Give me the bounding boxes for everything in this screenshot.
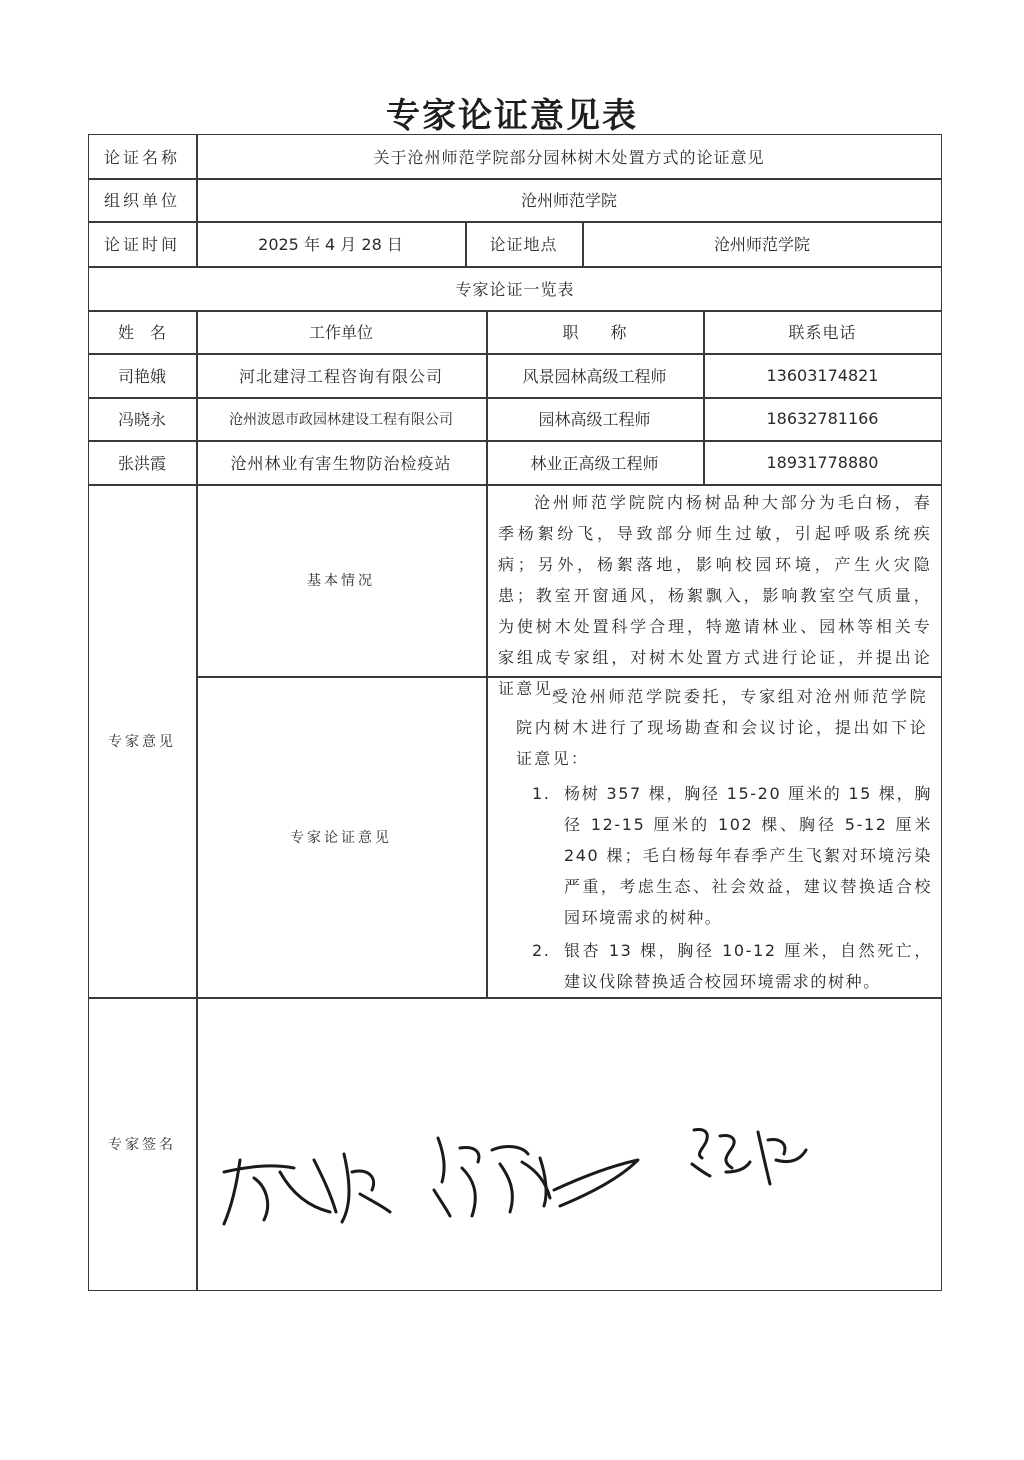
list-item-text: 银杏 13 棵，胸径 10-12 厘米，自然死亡，建议伐除替换适合校园环境需求的树种。	[564, 941, 932, 991]
signature-scribble	[434, 1138, 638, 1216]
expert-employer: 沧州波恩市政园林建设工程有限公司	[229, 411, 453, 428]
time-label: 论证时间	[103, 235, 180, 254]
expert-conclusion-label: 专家论证意见	[290, 829, 392, 846]
list-item	[532, 778, 932, 933]
expert-name: 冯晓永	[117, 410, 166, 429]
expert-employer: 沧州林业有害生物防治检疫站	[230, 453, 452, 473]
demo-name-label: 论证名称	[103, 147, 180, 167]
org-label: 组织单位	[103, 191, 180, 210]
table-rule	[88, 997, 942, 999]
page-title: 专家论证意见表	[386, 96, 638, 136]
expert-phone: 18632781166	[766, 409, 879, 428]
list-item-text: 杨树 357 棵，胸径 15-20 厘米的 15 棵，胸径 12-15 厘米的 102 棵、胸径 5-12 厘米 240 棵；毛白杨每年春季产生飞絮对环境污染严重，考虑生态、社会效益，建议替换适合校园环境需求的树种。	[564, 784, 932, 927]
expert-phone: 18931778880	[766, 452, 879, 472]
expert-name: 司艳娥	[117, 366, 166, 386]
expert-phone: 13603174821	[766, 365, 879, 385]
expert-name: 张洪霞	[117, 453, 166, 473]
list-item-number: 1.	[532, 784, 551, 803]
list-item	[532, 935, 932, 997]
header-phone: 联系电话	[788, 323, 857, 342]
expert-signatures	[210, 1120, 810, 1240]
header-name: 姓 名	[117, 323, 166, 342]
list-item-number: 2.	[532, 941, 551, 960]
expert-conclusion-intro: 受沧州师范学院委托，专家组对沧州师范学院院内树木进行了现场勘查和会议讨论，提出如下论证意见：	[516, 687, 928, 768]
expert-title: 林业正高级工程师	[530, 453, 659, 473]
header-title: 职 称	[562, 323, 627, 342]
demo-name-value: 关于沧州师范学院部分园林树木处置方式的论证意见	[373, 147, 765, 167]
time-value: 2025 年 4 月 28 日	[258, 235, 403, 254]
signature-scribble	[692, 1130, 806, 1185]
place-value: 沧州师范学院	[713, 235, 810, 254]
signature-label: 专家签名	[108, 1137, 176, 1153]
expert-employer: 河北建浔工程咨询有限公司	[238, 366, 443, 386]
conclusion-list	[532, 778, 932, 997]
expert-title: 风景园林高级工程师	[522, 366, 667, 386]
expert-opinion-label: 专家意见	[108, 733, 176, 750]
experts-table-caption: 专家论证一览表	[455, 279, 575, 299]
place-label: 论证地点	[489, 235, 558, 254]
org-value: 沧州师范学院	[520, 191, 617, 210]
basic-situation-text: 沧州师范学院院内杨树品种大部分为毛白杨，春季杨絮纷飞，导致部分师生过敏，引起呼吸系统疾病；另外，杨絮落地，影响校园环境，产生火灾隐患；教室开窗通风，杨絮飘入，影响教室空气质量，为使树木处置科学合理，特邀请林业、园林等相关专家组成专家组，对树木处置方式进行论证，并提出论证意见。	[498, 493, 932, 698]
header-employer: 工作单位	[308, 323, 373, 342]
signature-scribble	[224, 1154, 390, 1224]
expert-title: 园林高级工程师	[538, 410, 651, 429]
basic-situation-label: 基本情况	[307, 573, 375, 589]
